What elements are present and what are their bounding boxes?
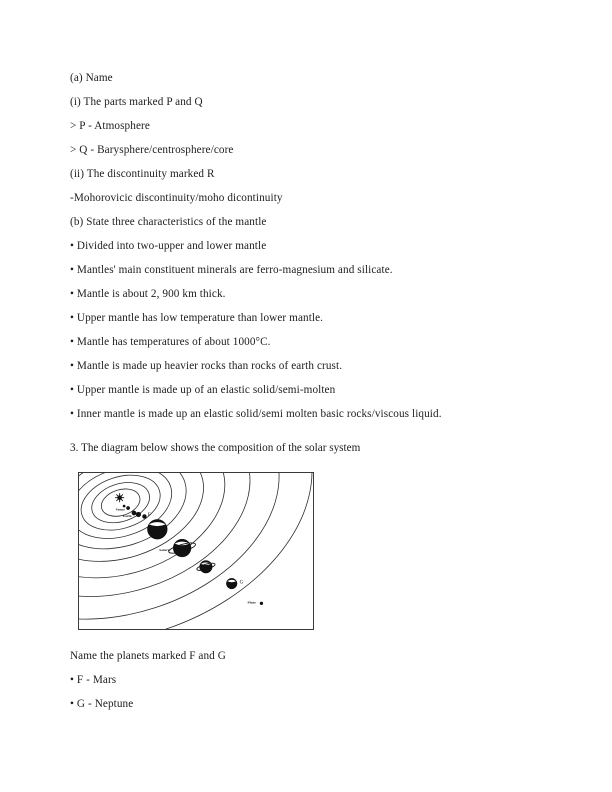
mars-marker-label: F <box>147 511 151 518</box>
inner-planets <box>116 505 151 519</box>
sun-icon <box>115 493 124 502</box>
neptune-planet <box>226 578 243 589</box>
earth-label: Earth <box>122 513 132 518</box>
text-line: • Mantle is about 2, 900 km thick. <box>70 288 226 300</box>
answers-block <box>70 66 540 426</box>
text-line: (i) The parts marked P and Q <box>70 96 203 108</box>
venus-label: Venus <box>115 507 125 512</box>
solar-system-figure <box>78 472 314 630</box>
text-line: • Mantles' main constituent minerals are ferro-magnesium and silicate. <box>70 264 393 276</box>
figure-border <box>78 472 314 630</box>
text-line: • Upper mantle is made up of an elastic solid/semi-molten <box>70 384 336 396</box>
jupiter-planet <box>147 519 167 539</box>
saturn-planet <box>159 539 196 557</box>
text-line: > Q - Barysphere/centrosphere/core <box>70 144 234 156</box>
text-line: Name the planets marked F and G <box>70 650 226 662</box>
orbit-arcs <box>79 473 313 629</box>
solar-system-diagram <box>79 473 313 629</box>
text-line: (ii) The discontinuity marked R <box>70 168 215 180</box>
saturn-label: Saturn <box>159 548 170 552</box>
pluto-label: Pluto <box>247 600 256 605</box>
pluto-planet <box>248 600 263 604</box>
text-line: > P - Atmosphere <box>70 120 150 132</box>
question-3-heading: 3. The diagram below shows the composition of the solar system <box>70 442 361 454</box>
text-line: • Mantle is made up heavier rocks than rocks of earth crust. <box>70 360 343 372</box>
neptune-marker-label: G <box>239 579 244 586</box>
text-line: • Divided into two-upper and lower mantle <box>70 240 267 252</box>
text-line: • Inner mantle is made up an elastic solid/semi molten basic rocks/viscous liquid. <box>70 408 442 420</box>
text-line: • F - Mars <box>70 674 117 686</box>
text-line: • Upper mantle has low temperature than lower mantle. <box>70 312 324 324</box>
text-line: • Mantle has temperatures of about 1000°C. <box>70 336 271 348</box>
tail-block <box>70 644 540 716</box>
text-line: -Mohorovicic discontinuity/moho dicontinuity <box>70 192 283 204</box>
text-line: (b) State three characteristics of the mantle <box>70 216 267 228</box>
text-line: (a) Name <box>70 72 113 84</box>
text-line: • G - Neptune <box>70 698 134 710</box>
